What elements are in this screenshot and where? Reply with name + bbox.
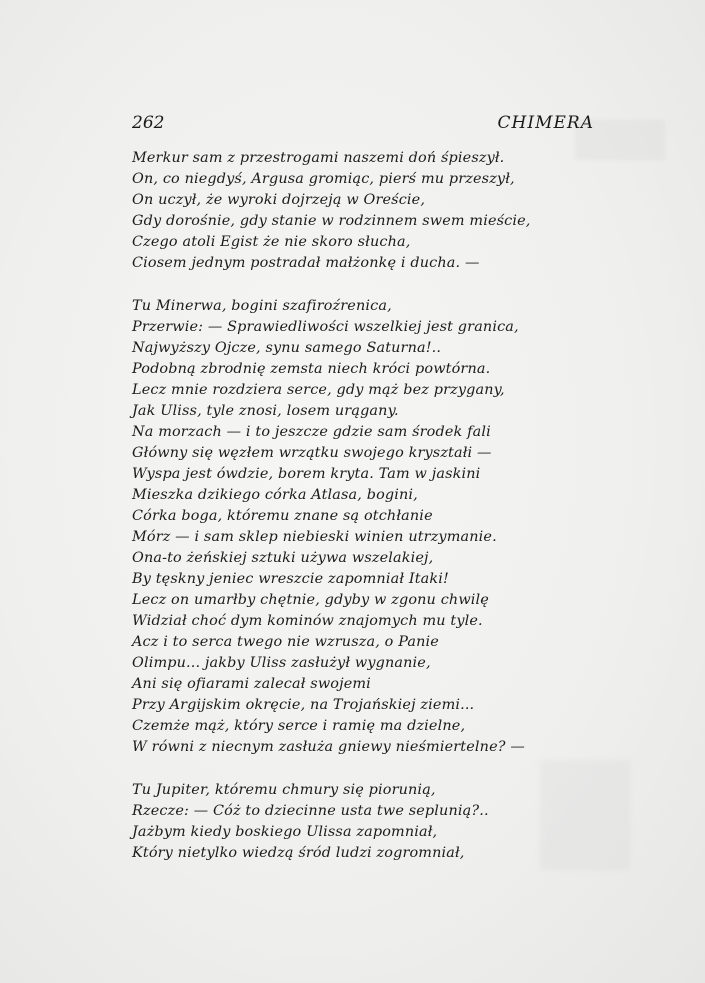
verse-line: W równi z niecnym zasłuża gniewy nieśmiertelne? — xyxy=(132,739,525,755)
verse-line: Ani się ofiarami zalecał swojemi xyxy=(132,676,371,692)
verse-line: On uczył, że wyroki dojrzeją w Oreście, xyxy=(132,192,426,208)
verse-line: Mieszka dzikiego córka Atlasa, bogini, xyxy=(132,487,418,503)
verse-line: Mórz — i sam sklep niebieski winien utrzymanie. xyxy=(132,529,497,545)
page-header xyxy=(132,113,594,139)
verse-line: On, co niegdyś, Argusa gromiąc, pierś mu przeszył, xyxy=(132,171,515,187)
verse-line: Czemże mąż, który serce i ramię ma dzielne, xyxy=(132,718,466,734)
page-number: 262 xyxy=(132,113,165,133)
verse-line: Podobną zbrodnię zemsta niech króci powtórna. xyxy=(132,361,491,377)
stanza-3 xyxy=(132,780,592,864)
verse-line: Przy Argijskim okręcie, na Trojańskiej ziemi... xyxy=(132,697,475,713)
verse-line: Acz i to serca twego nie wzrusza, o Panie xyxy=(132,634,439,650)
verse-line: Tu Minerwa, bogini szafiroźrenica, xyxy=(132,298,392,314)
verse-line: Tu Jupiter, któremu chmury się piorunią, xyxy=(132,782,436,798)
running-title: CHIMERA xyxy=(497,113,594,133)
poem-text xyxy=(132,148,592,886)
verse-line: Olimpu... jakby Uliss zasłużył wygnanie, xyxy=(132,655,431,671)
verse-line: Rzecze: — Cóż to dziecinne usta twe seplunią?.. xyxy=(132,803,489,819)
verse-line: By tęskny jeniec wreszcie zapomniał Itaki! xyxy=(132,571,449,587)
verse-line: Ona-to żeńskiej sztuki używa wszelakiej, xyxy=(132,550,434,566)
verse-line: Córka boga, któremu znane są otchłanie xyxy=(132,508,433,524)
verse-line: Główny się węzłem wrzątku swojego kryształi — xyxy=(132,445,492,461)
verse-line: Merkur sam z przestrogami naszemi doń śpieszył. xyxy=(132,150,505,166)
verse-line: Ciosem jednym postradał małżonkę i ducha. — xyxy=(132,255,480,271)
verse-line: Który nietylko wiedzą śród ludzi zogromniał, xyxy=(132,845,465,861)
verse-line: Gdy dorośnie, gdy stanie w rodzinnem swem mieście, xyxy=(132,213,531,229)
verse-line: Lecz on umarłby chętnie, gdyby w zgonu chwilę xyxy=(132,592,489,608)
stanza-2 xyxy=(132,296,592,758)
verse-line: Najwyższy Ojcze, synu samego Saturna!.. xyxy=(132,340,442,356)
verse-line: Czego atoli Egist że nie skoro słucha, xyxy=(132,234,411,250)
verse-line: Jak Uliss, tyle znosi, losem urągany. xyxy=(132,403,399,419)
verse-line: Przerwie: — Sprawiedliwości wszelkiej jest granica, xyxy=(132,319,519,335)
verse-line: Wyspa jest ówdzie, borem kryta. Tam w jaskini xyxy=(132,466,481,482)
verse-line: Lecz mnie rozdziera serce, gdy mąż bez przygany, xyxy=(132,382,505,398)
verse-line: Widział choć dym kominów znajomych mu tyle. xyxy=(132,613,483,629)
verse-line: Jażbym kiedy boskiego Ulissa zapomniał, xyxy=(132,824,438,840)
verse-line: Na morzach — i to jeszcze gdzie sam środek fali xyxy=(132,424,491,440)
stanza-1 xyxy=(132,148,592,274)
